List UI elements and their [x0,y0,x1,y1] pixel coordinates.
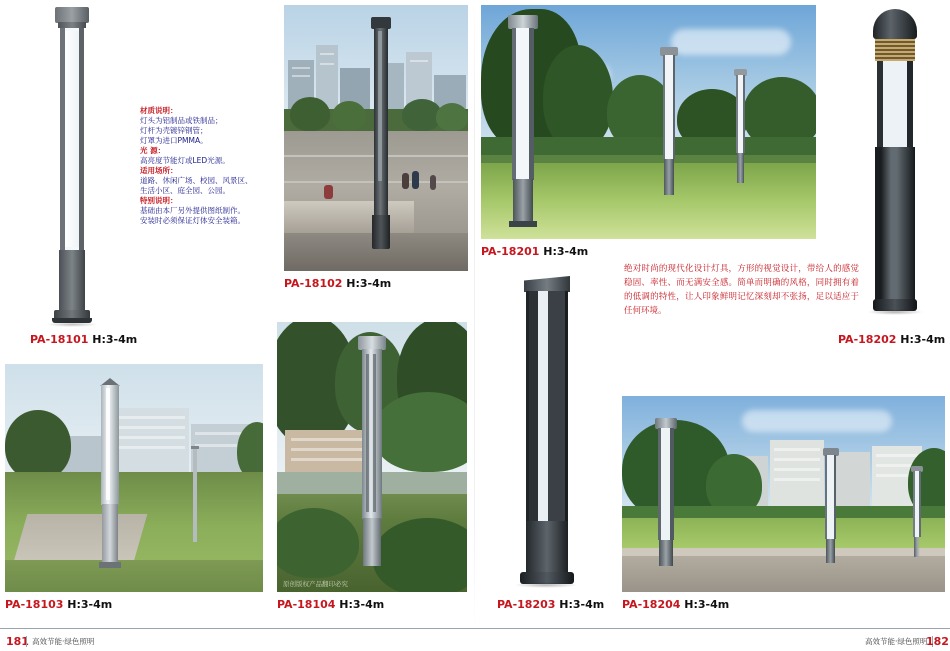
lamp-pole-18103-distant [191,446,199,542]
product-height: H:3-4m [684,598,730,611]
footer-bar [0,628,950,651]
spec-line-0: 材质说明： [140,106,178,115]
lamp-pole-18103 [97,378,123,568]
product-code: PA-18104 [277,598,336,611]
caption-pa18101 [30,333,137,346]
lamp-pole-18101 [52,7,92,325]
caption-pa18103 [5,598,112,611]
product-code: PA-18102 [284,277,343,290]
caption-pa18204 [622,598,729,611]
caption-pa18203 [497,598,604,611]
product-code: PA-18204 [622,598,681,611]
spec-line-6: 适用场所： [140,166,178,175]
product-code: PA-18101 [30,333,89,346]
spec-line-8: 生活小区、庭全园、公园。 [140,186,230,195]
spec-line-1: 灯头为铝制品或铁制品； [140,116,223,125]
product-photo-pa18202 [845,5,945,323]
lamp-pole-18203 [514,276,578,588]
description-text: 绝对时尚的现代化设计灯具，方形的视觉设计，带给人的感觉稳固、率性、而无满安全感。简单而明确的风格，同时拥有着的低调的特性，让人印象鲜明记忆深刻却不张扬，足以适应于任何环境。 [624,264,859,316]
page-spine [474,0,475,629]
spec-line-10: 基础由本厂另外提供图纸制作。 [140,206,245,215]
product-code: PA-18202 [838,333,897,346]
spec-line-9: 特别说明： [140,196,178,205]
product-photo-pa18201 [481,5,816,239]
product-photo-pa18203 [492,270,602,592]
caption-pa18201 [481,245,588,258]
lamp-pole-18204-near [654,418,678,568]
product-photo-pa18103 [5,364,263,592]
product-code: PA-18201 [481,245,540,258]
lamp-pole-18201-main [507,15,539,225]
spec-block [140,106,270,226]
spec-line-5: 高亮度节能灯或LED光源。 [140,156,230,165]
product-height: H:3-4m [339,598,385,611]
page-number-left: 181 [6,635,29,648]
spec-line-11: 安装时必须保证灯体安全装箱。 [140,216,245,225]
product-code: PA-18203 [497,598,556,611]
product-height: H:3-4m [67,598,113,611]
lamp-pole-18104 [357,336,387,566]
product-photo-pa18102 [284,5,468,271]
lamp-pole-18204-mid [822,448,840,564]
product-height: H:3-4m [92,333,138,346]
watermark-text: 原创版权产品翻印必究 [283,580,348,588]
lamp-pole-18102 [370,17,392,249]
lamp-pole-18201-mid [659,47,679,197]
caption-pa18102 [284,277,391,290]
footer-text-left: 高效节能·绿色照明 [26,636,94,647]
spec-line-3: 灯罩为进口PMMA。 [140,136,208,145]
footer-text-right: 高效节能·绿色照明 [860,636,933,647]
lamp-pole-18201-far [733,69,748,185]
spec-line-7: 道路、休闲广场、校园、风景区、 [140,176,253,185]
product-photo-pa18104 [277,322,467,592]
lamp-pole-18202 [865,9,925,319]
product-code: PA-18103 [5,598,64,611]
spec-line-4: 光 源： [140,146,166,155]
product-height: H:3-4m [346,277,392,290]
product-photo-pa18204 [622,396,945,592]
product-photo-pa18101 [30,5,125,327]
caption-pa18104 [277,598,384,611]
product-height: H:3-4m [900,333,946,346]
product-height: H:3-4m [559,598,605,611]
page-number-right: 182 [926,635,949,648]
lamp-pole-18204-far [910,466,924,558]
spec-line-2: 灯杆为壳镀锌钢管； [140,126,208,135]
product-height: H:3-4m [543,245,589,258]
caption-pa18202 [838,333,945,346]
